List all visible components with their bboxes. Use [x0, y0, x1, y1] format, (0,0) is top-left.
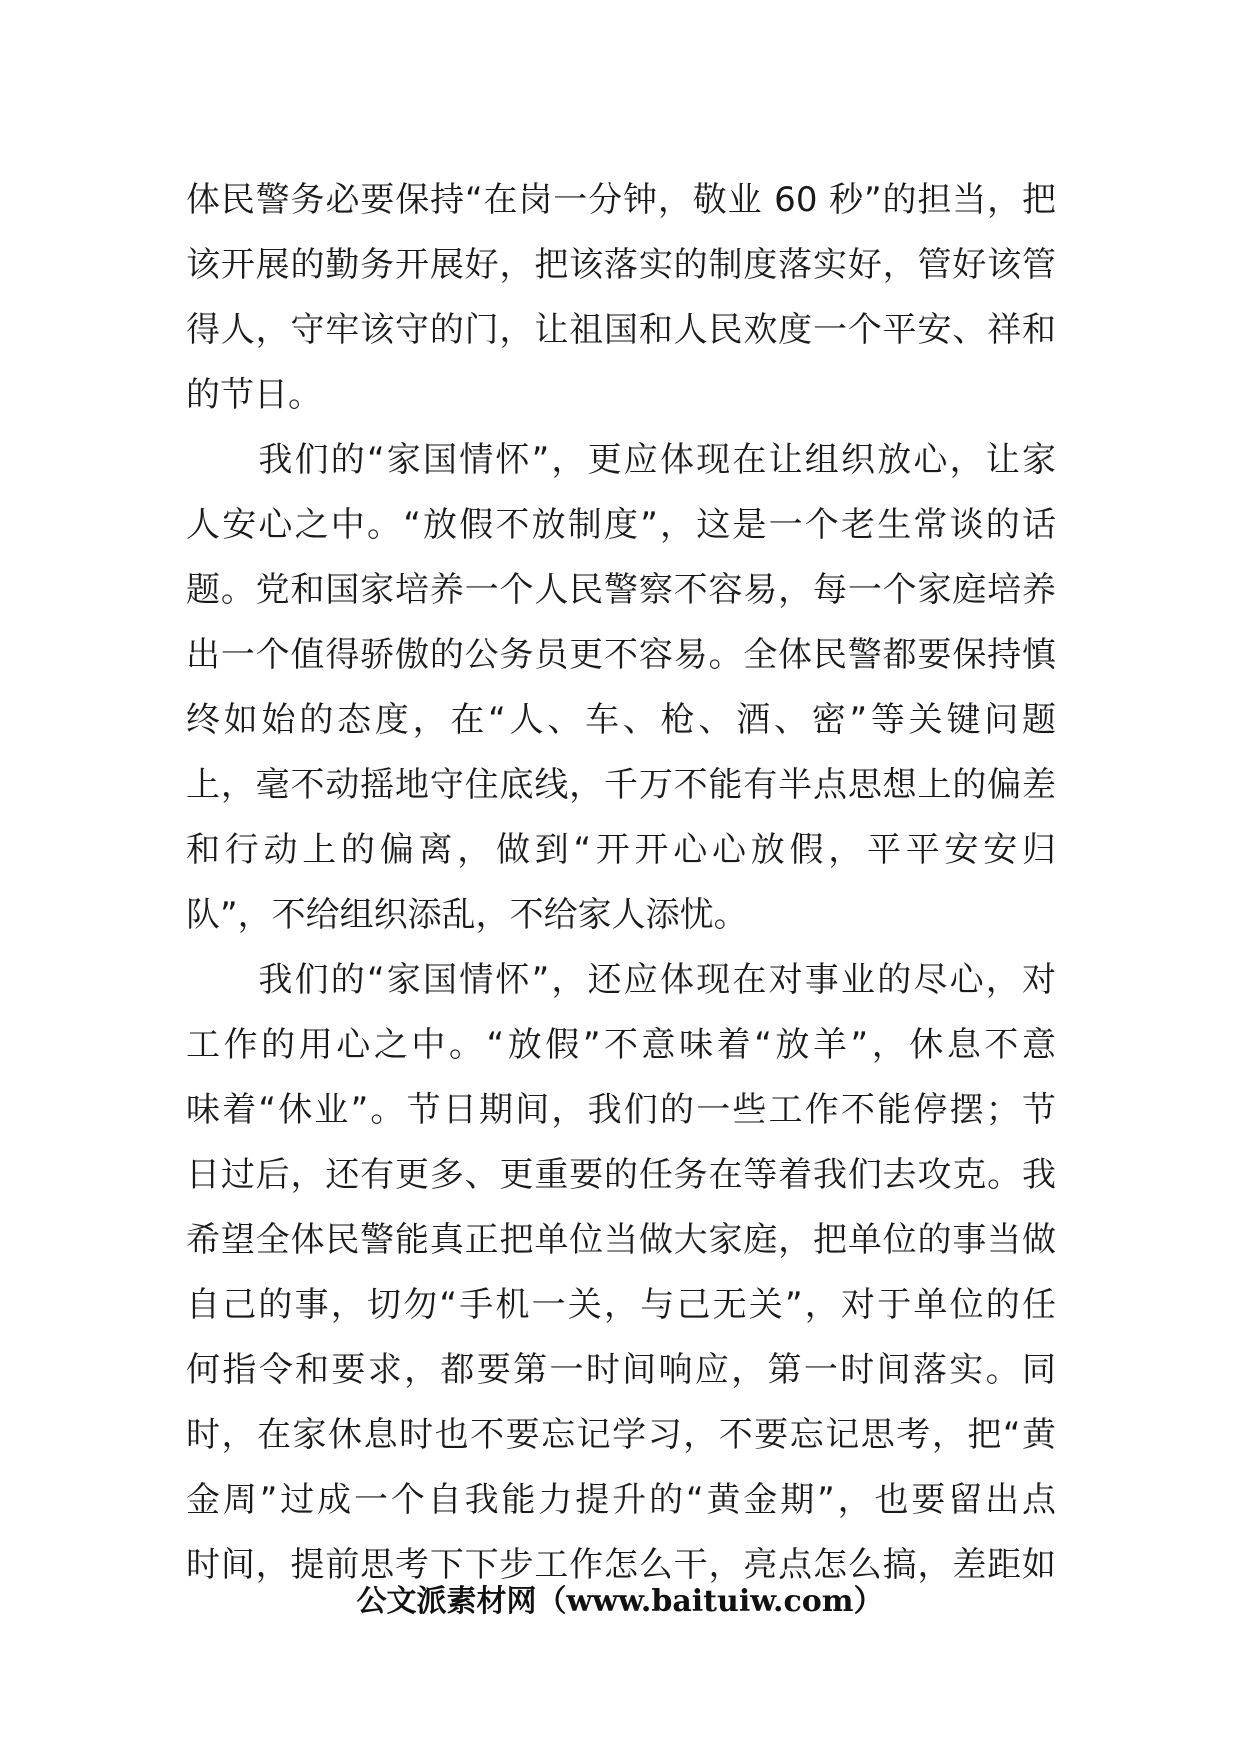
text-line: 我们的“家国情怀”，更应体现在让组织放心，让家	[186, 440, 1056, 480]
text-line: 味着“休业”。节日期间，我们的一些工作不能停摆；节	[186, 1090, 1056, 1130]
page-footer-source: 公文派素材网（www.baituiw.com）	[356, 1584, 884, 1619]
text-line: 和行动上的偏离，做到“开开心心放假，平平安安归	[186, 830, 1056, 870]
text-line: 希望全体民警能真正把单位当做大家庭，把单位的事当做	[186, 1220, 1056, 1260]
text-line: 的节日。	[186, 375, 322, 415]
text-line: 题。党和国家培养一个人民警察不容易，每一个家庭培养	[186, 570, 1056, 610]
document-body	[186, 168, 1056, 1598]
text-line: 我们的“家国情怀”，还应体现在对事业的尽心，对	[186, 960, 1056, 1000]
text-line: 上，毫不动摇地守住底线，千万不能有半点思想上的偏差	[186, 765, 1056, 805]
text-line: 工作的用心之中。“放假”不意味着“放羊”，休息不意	[186, 1025, 1056, 1065]
text-line: 时，在家休息时也不要忘记学习，不要忘记思考，把“黄	[186, 1415, 1056, 1455]
text-line: 时间，提前思考下下步工作怎么干，亮点怎么搞，差距如	[186, 1545, 1056, 1585]
text-line: 终如始的态度，在“人、车、枪、酒、密”等关键问题	[186, 700, 1056, 740]
text-line: 出一个值得骄傲的公务员更不容易。全体民警都要保持慎	[186, 635, 1056, 675]
text-line: 何指令和要求，都要第一时间响应，第一时间落实。同	[186, 1350, 1056, 1390]
text-line: 金周”过成一个自我能力提升的“黄金期”，也要留出点	[186, 1480, 1056, 1520]
text-line: 自己的事，切勿“手机一关，与己无关”，对于单位的任	[186, 1285, 1056, 1325]
text-line: 日过后，还有更多、更重要的任务在等着我们去攻克。我	[186, 1155, 1056, 1195]
text-line: 体民警务必要保持“在岗一分钟，敬业 60 秒”的担当，把	[186, 180, 1056, 220]
text-line: 队”，不给组织添乱，不给家人添忧。	[186, 895, 748, 935]
text-line: 得人，守牢该守的门，让祖国和人民欢度一个平安、祥和	[186, 310, 1056, 350]
text-line: 该开展的勤务开展好，把该落实的制度落实好，管好该管	[186, 245, 1056, 285]
text-line: 人安心之中。“放假不放制度”，这是一个老生常谈的话	[186, 505, 1056, 545]
